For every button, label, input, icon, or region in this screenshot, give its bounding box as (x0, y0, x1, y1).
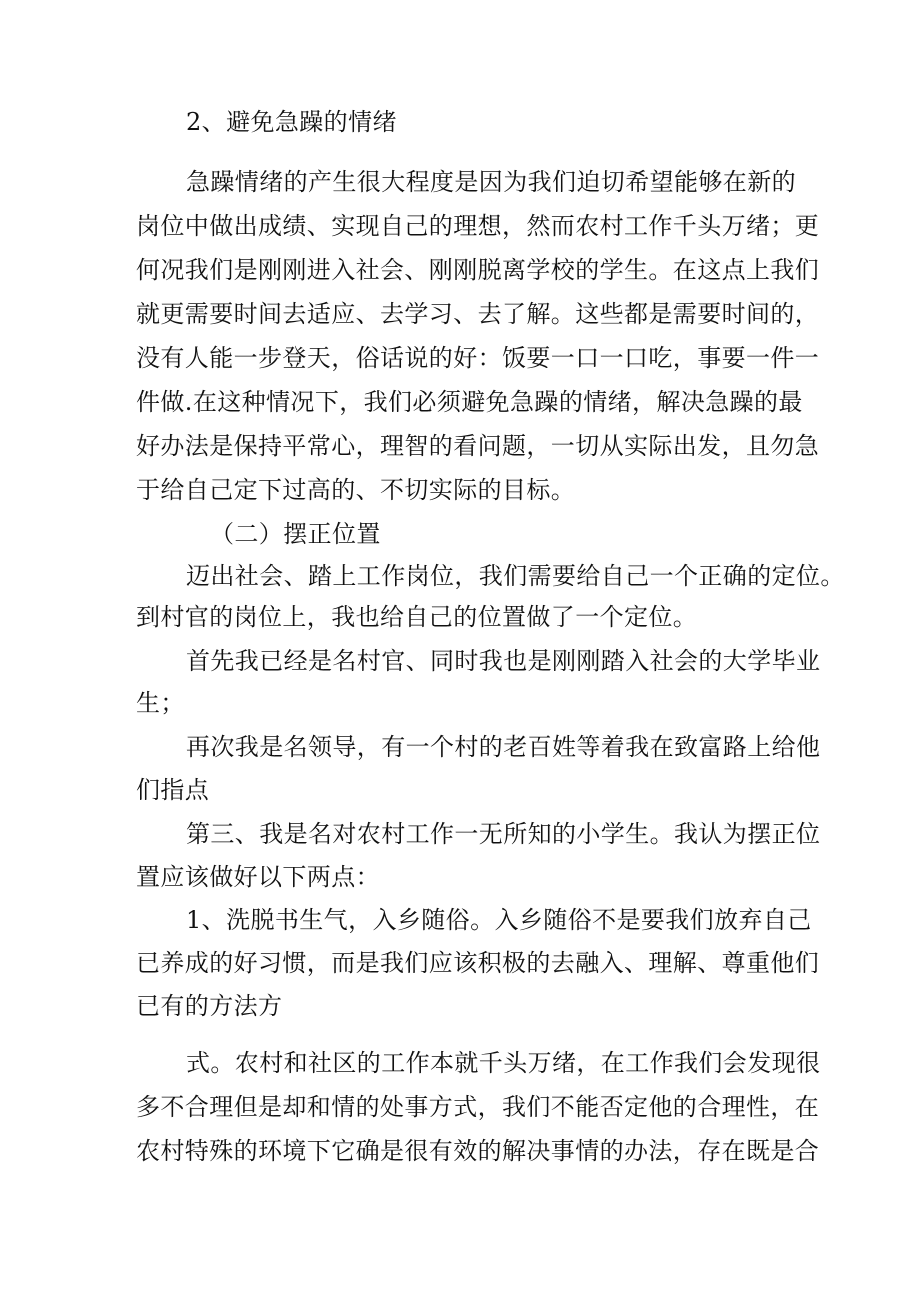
paragraph-line: 再次我是名领导，有一个村的老百姓等着我在致富路上给他 (186, 733, 821, 761)
paragraph-line: 于给自己定下过高的、不切实际的目标。 (136, 476, 576, 504)
paragraph-line: 们指点 (136, 776, 210, 804)
paragraph-line: 多不合理但是却和情的处事方式，我们不能否定他的合理性，在 (136, 1093, 820, 1121)
paragraph-line: 何况我们是刚刚进入社会、刚刚脱离学校的学生。在这点上我们 (136, 256, 820, 284)
paragraph-line: 第三、我是名对农村工作一无所知的小学生。我认为摆正位 (186, 820, 821, 848)
paragraph-line: 已养成的好习惯，而是我们应该积极的去融入、理解、尊重他们 (136, 949, 820, 977)
paragraph-line: 到村官的岗位上，我也给自己的位置做了一个定位。 (136, 603, 698, 631)
paragraph-line: 1、洗脱书生气，入乡随俗。入乡随俗不是要我们放弃自己 (186, 906, 812, 934)
paragraph-line: 没有人能一步登天，俗话说的好：饭要一口一口吃，事要一件一 (136, 344, 820, 372)
paragraph-line: 生； (136, 689, 185, 717)
paragraph-line: 已有的方法方 (136, 992, 283, 1020)
paragraph-line: 就更需要时间去适应、去学习、去了解。这些都是需要时间的， (136, 300, 820, 328)
paragraph-line: 急躁情绪的产生很大程度是因为我们迫切希望能够在新的 (186, 168, 796, 196)
subsection-heading: （二）摆正位置 (210, 520, 381, 548)
paragraph-line: 首先我已经是名村官、同时我也是刚刚踏入社会的大学毕业 (186, 647, 821, 675)
paragraph-line: 好办法是保持平常心，理智的看问题，一切从实际出发，且勿急 (136, 432, 820, 460)
section-heading: 2、避免急躁的情绪 (186, 108, 397, 136)
paragraph-line: 农村特殊的环境下它确是很有效的解决事情的办法，存在既是合 (136, 1137, 820, 1165)
paragraph-line: 置应该做好以下两点： (136, 863, 380, 891)
paragraph-line: 岗位中做出成绩、实现自己的理想，然而农村工作千头万绪；更 (136, 212, 820, 240)
paragraph-line: 件做.在这种情况下，我们必须避免急躁的情绪，解决急躁的最 (136, 388, 803, 416)
paragraph-line: 迈出社会、踏上工作岗位，我们需要给自己一个正确的定位。 (186, 562, 845, 590)
paragraph-line: 式。农村和社区的工作本就千头万绪，在工作我们会发现很 (186, 1049, 821, 1077)
